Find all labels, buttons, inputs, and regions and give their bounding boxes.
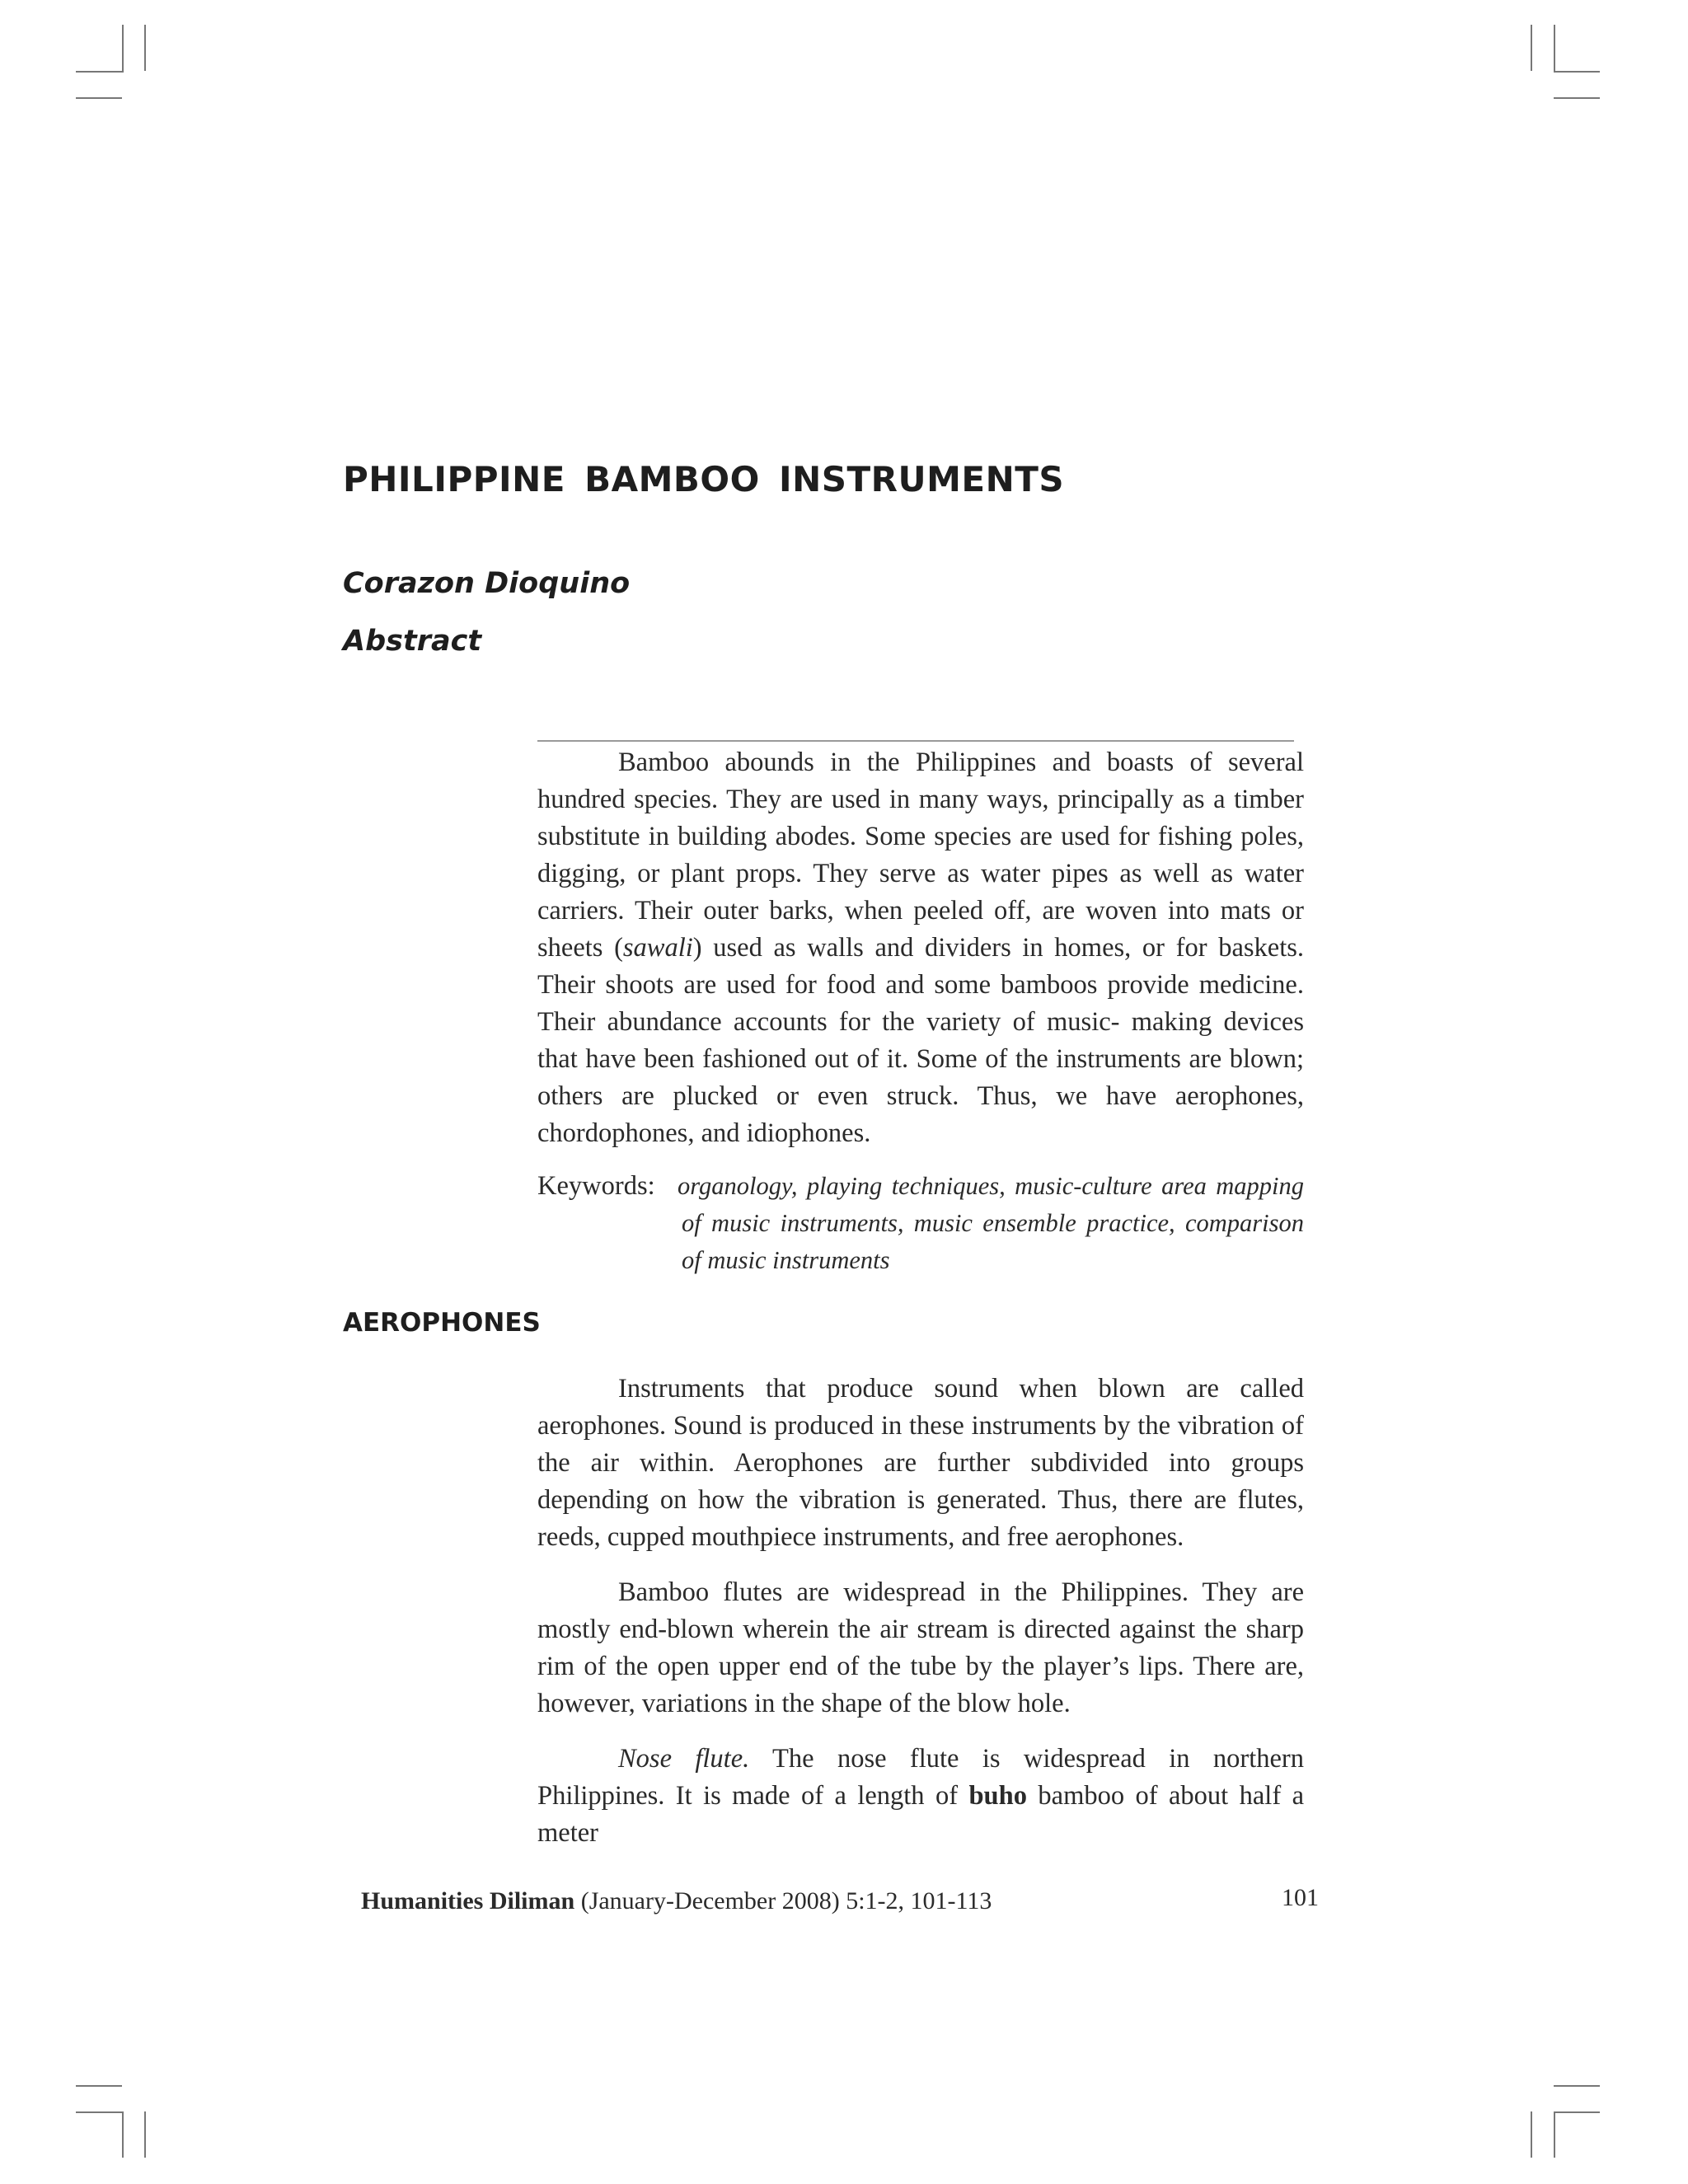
abstract-text: Bamboo abounds in the Philippines and boasts of several hundred species. They are used in many ways, principally as a timber substitute in building abodes. Some species are used for fishing poles, digging, or plant props. They serve as water pipes as well as water carriers. Their outer barks, when peeled off, are woven into mats or sheets ( bbox=[537, 748, 1304, 963]
crop-mark bbox=[76, 2085, 122, 2087]
crop-mark bbox=[76, 71, 124, 73]
crop-mark bbox=[122, 2111, 124, 2158]
bold-term: buho bbox=[968, 1781, 1027, 1811]
crop-mark bbox=[1531, 2111, 1532, 2158]
subsection-term: Nose flute. bbox=[618, 1744, 750, 1774]
journal-name: Humanities Diliman bbox=[361, 1887, 575, 1915]
body-paragraph: Bamboo flutes are widespread in the Philippines. They are mostly end-blown wherein the air stream is directed against the sharp rim of the open upper end of the tube by the player’s lips. There are, however, variations in the shape of the blow hole. bbox=[537, 1577, 1304, 1718]
crop-mark bbox=[1554, 2111, 1555, 2158]
article-title: PHILIPPINE BAMBOO INSTRUMENTS bbox=[343, 459, 1065, 499]
keywords-list: organology, playing techniques, music-culture area mapping of music instruments, music ensemble practice, comparison of music instruments bbox=[678, 1172, 1304, 1274]
crop-mark bbox=[144, 25, 146, 71]
crop-mark bbox=[144, 2111, 146, 2158]
crop-mark bbox=[76, 2111, 124, 2113]
author-name: Corazon Dioquino bbox=[343, 567, 631, 600]
citation-details: (January-December 2008) 5:1-2, 101-113 bbox=[574, 1887, 992, 1915]
body-text: The nose flute is widespread in northern Philippines. It is made of a length of bbox=[537, 1744, 1304, 1811]
crop-mark bbox=[1531, 25, 1532, 71]
crop-mark bbox=[1554, 2085, 1600, 2087]
section-heading: AEROPHONES bbox=[343, 1308, 541, 1338]
crop-mark bbox=[1554, 97, 1600, 99]
keywords-label: Keywords: bbox=[537, 1171, 655, 1201]
abstract-divider bbox=[537, 740, 1294, 742]
abstract-term: sawali bbox=[622, 933, 693, 963]
page-number: 101 bbox=[1282, 1884, 1319, 1911]
abstract-body bbox=[537, 744, 1304, 1170]
crop-mark bbox=[76, 97, 122, 99]
section-body bbox=[537, 1371, 1304, 1870]
abstract-paragraph bbox=[537, 744, 1304, 1152]
body-text: bamboo of about half a meter bbox=[537, 1781, 1305, 1848]
crop-mark bbox=[1554, 71, 1600, 73]
body-paragraph bbox=[537, 1741, 1304, 1852]
body-paragraph: Instruments that produce sound when blown are called aerophones. Sound is produced in these instruments by the vibration of the air within. Aerophones are further subdivided into groups depending on how the vibration is generated. Thus, there are flutes, reeds, cupped mouthpiece instruments, and free aerophones. bbox=[537, 1374, 1304, 1552]
journal-citation bbox=[361, 1887, 992, 1915]
abstract-text: ) used as walls and dividers in homes, or for baskets. Their shoots are used for food and some bamboos provide medicine. Their abundance accounts for the variety of music- making devices that have been fashioned out of it. Some of the instruments are blown; others are plucked or even struck. Thus, we have aerophones, chordophones, and idiophones. bbox=[537, 933, 1304, 1148]
crop-mark bbox=[1554, 25, 1555, 71]
crop-mark bbox=[1554, 2111, 1600, 2113]
crop-mark bbox=[122, 25, 124, 71]
abstract-heading: Abstract bbox=[343, 625, 482, 658]
